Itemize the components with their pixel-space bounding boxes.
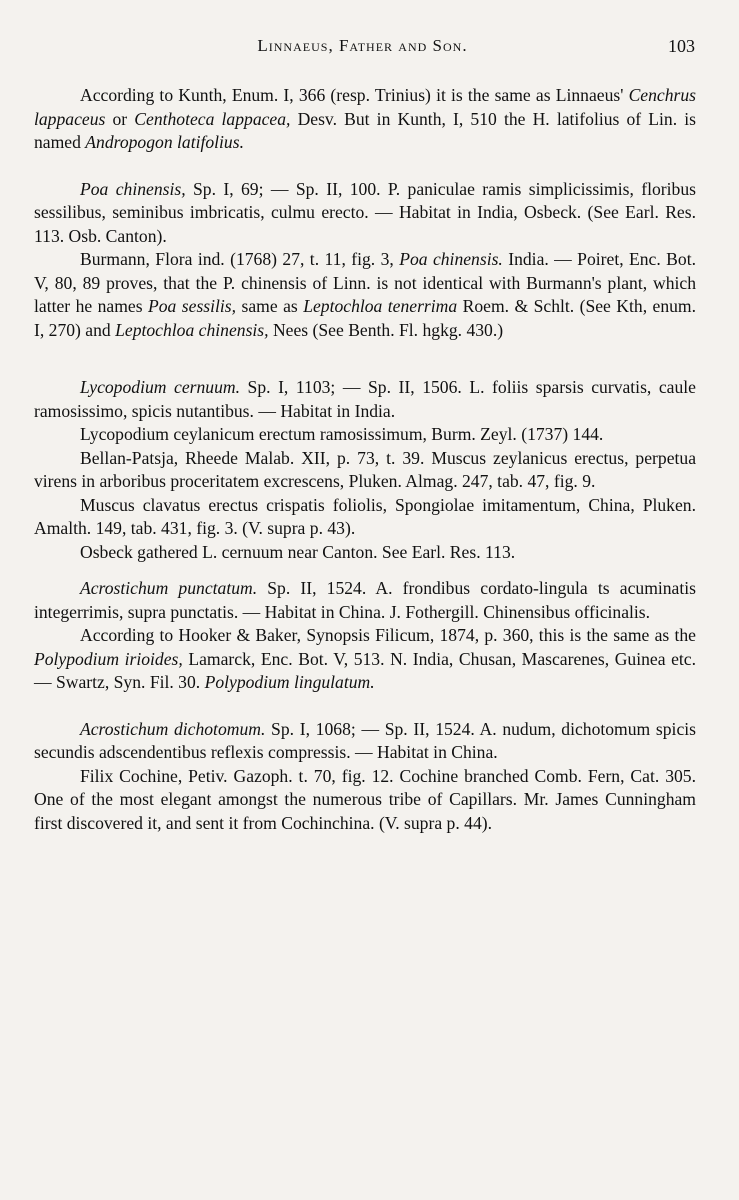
italic-taxon-name: Andropogon latifolius.	[85, 132, 244, 152]
text-run: Nees (See Benth. Fl. hgkg. 430.)	[268, 319, 504, 340]
italic-taxon-name: Leptochloa chinensis,	[115, 319, 269, 340]
text-run: Roem. & Schlt. (See Kth, enum. I, 270) and	[34, 296, 697, 340]
text-run: India. — Poiret, Enc. Bot. V, 80, 89 proves, that the P. chinensis of Linn. is not identical with Burmann's plant, which latter he names	[34, 249, 696, 316]
text-run: Lamarck, Enc. Bot. V, 513. N. India, Chusan, Mascarenes, Guinea etc. — Swartz, Syn. Fil. 30.	[34, 648, 696, 692]
italic-taxon-name: Leptochloa tenerrima	[303, 296, 458, 316]
paragraph	[34, 624, 696, 695]
italic-taxon-name: Poa chinensis.	[399, 249, 503, 269]
italic-taxon-name: Poa chinensis,	[80, 178, 186, 199]
text-run: Sp. I, 1103; — Sp. II, 1506. L. foliis sparsis curvatis, caule ramosissimo, spicis nutantibus. — Habitat in India.	[34, 377, 696, 421]
text-run: Muscus clavatus erectus crispatis foliolis, Spongiolae imitamentum, China, Pluken. Amalth. 149, tab. 431, fig. 3. (V. supra p. 43).	[34, 494, 696, 538]
text-run: Burmann, Flora ind. (1768) 27, t. 11, fig. 3,	[80, 249, 400, 269]
page-number: 103	[668, 36, 695, 56]
text-run: Sp. I, 1068; — Sp. II, 1524. A. nudum, dichotomum spicis secundis adscendentibus reflexis compressis. — Habitat in China.	[34, 718, 696, 762]
paragraph	[34, 447, 696, 494]
paragraph	[34, 494, 696, 541]
text-run: Sp. II, 1524. A. frondibus cordato-lingula ts acuminatis integerrimis, supra punctatis. — Habitat in China. J. Fothergill. Chinensibus officinalis.	[34, 578, 696, 622]
paragraph	[34, 178, 696, 249]
page-header	[30, 36, 695, 60]
text-run: or	[105, 108, 135, 129]
page-body	[34, 84, 696, 835]
italic-taxon-name: Acrostichum dichotomum.	[80, 718, 266, 739]
running-title: Linnaeus, Father and Son.	[257, 36, 468, 55]
paragraph	[34, 577, 696, 624]
italic-taxon-name: Lycopodium cernuum.	[80, 377, 240, 397]
paragraph	[34, 765, 696, 836]
text-run: same as	[236, 296, 304, 316]
italic-taxon-name: Acrostichum punctatum.	[80, 578, 258, 598]
text-run: Filix Cochine, Petiv. Gazoph. t. 70, fig. 12. Cochine branched Comb. Fern, Cat. 305. One of the most elegant amongst the numerous tribe of Capillars. Mr. James Cunningham first discovered it, and sent it from Cochinchina. (V. supra p. 44).	[34, 765, 696, 833]
paragraph	[34, 541, 696, 565]
paragraph	[34, 718, 696, 765]
text-run: Lycopodium ceylanicum erectum ramosissimum, Burm. Zeyl. (1737) 144.	[80, 424, 604, 444]
paragraph	[34, 248, 696, 342]
paragraph	[34, 423, 696, 447]
text-run: According to Hooker & Baker, Synopsis Filicum, 1874, p. 360, this is the same as the	[80, 625, 696, 645]
text-run: Osbeck gathered L. cernuum near Canton. See Earl. Res. 113.	[80, 541, 516, 562]
text-run: According to Kunth, Enum. I, 366 (resp. Trinius) it is the same as Linnaeus'	[80, 85, 629, 105]
text-run: Desv. But in Kunth, I, 510 the H. latifolius of Lin. is named	[34, 108, 696, 152]
italic-taxon-name: Polypodium irioides,	[34, 648, 183, 669]
italic-taxon-name: Poa sessilis,	[148, 296, 237, 316]
paragraph	[34, 376, 696, 423]
italic-taxon-name: Centhoteca lappacea,	[134, 108, 291, 129]
paragraph	[34, 84, 696, 155]
text-run: Sp. I, 69; — Sp. II, 100. P. paniculae ramis simplicissimis, floribus sessilibus, seminibus imbricatis, culmu erecto. — Habitat in India, Osbeck. (See Earl. Res. 113. Osb. Canton).	[34, 178, 696, 246]
italic-taxon-name: Cenchrus lappaceus	[34, 85, 696, 129]
text-run: Bellan-Patsja, Rheede Malab. XII, p. 73, t. 39. Muscus zeylanicus erectus, perpetua virens in arboribus proceritatem excrescens, Pluken. Almag. 247, tab. 47, fig. 9.	[34, 447, 696, 491]
italic-taxon-name: Polypodium lingulatum.	[204, 672, 375, 692]
